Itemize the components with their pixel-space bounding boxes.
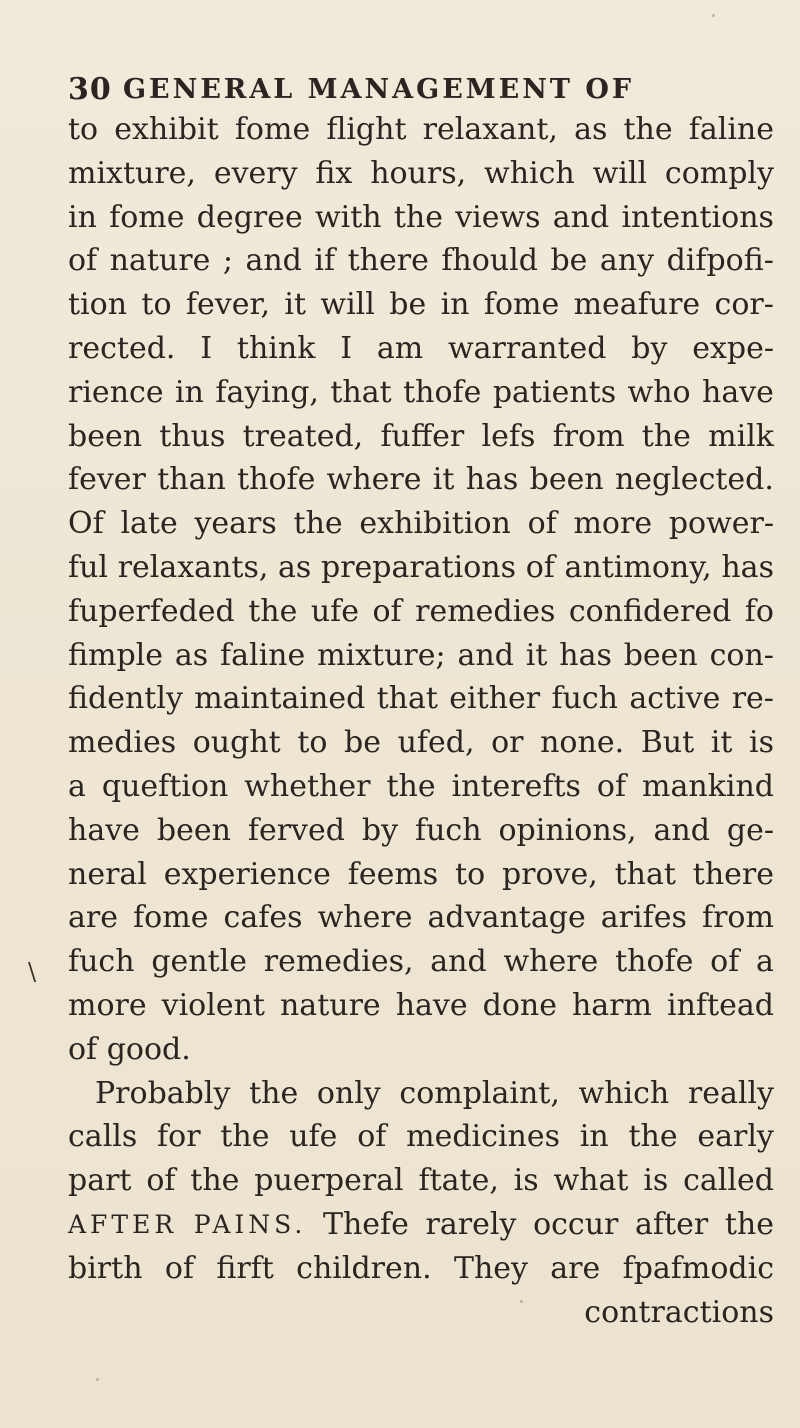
word: the [724, 1206, 774, 1242]
word: more [573, 506, 653, 542]
word: it [284, 287, 307, 323]
word: or [491, 725, 524, 761]
word: relaxant, [422, 112, 558, 147]
word: ufe [310, 593, 360, 629]
word: there [692, 856, 774, 892]
word: lefs [481, 418, 536, 454]
word: faline [688, 112, 774, 147]
word: fo [744, 593, 774, 629]
word: Thefe [322, 1206, 409, 1242]
word: as [278, 549, 312, 585]
word: fever [68, 462, 146, 498]
word: tion [68, 287, 128, 323]
word: fix [315, 155, 353, 191]
word: fimple [68, 637, 164, 673]
word: more [68, 987, 147, 1023]
word: called [683, 1163, 774, 1199]
word: be [389, 287, 427, 323]
word: faying, [215, 374, 319, 410]
word: of [527, 506, 557, 542]
word: confidered [568, 593, 732, 629]
word: fome [109, 199, 185, 235]
word: are [550, 1250, 601, 1286]
word: fuffer [380, 418, 465, 454]
word: of [357, 1119, 387, 1155]
word: harm [571, 987, 652, 1023]
word: Of [68, 506, 104, 542]
word: in [175, 374, 204, 410]
word: in [579, 1119, 609, 1155]
word: been [156, 812, 231, 848]
word: interefts [451, 768, 581, 804]
word: ferved [247, 812, 345, 848]
word: which [484, 155, 575, 191]
word: maintained [194, 681, 366, 717]
word: have [702, 374, 774, 410]
word: has [559, 637, 612, 673]
word: difpofi- [666, 243, 774, 279]
catchword-line [68, 1291, 774, 1335]
word: inftead [667, 987, 774, 1023]
word: milk [708, 418, 774, 454]
word: rarely [425, 1206, 517, 1242]
word: complaint, [399, 1075, 560, 1111]
word: only [316, 1075, 381, 1111]
word: PAINS. [193, 1209, 307, 1239]
text-line [68, 1115, 774, 1159]
word: mankind [642, 768, 774, 804]
word: where [317, 900, 413, 936]
word: whether [244, 768, 371, 804]
text-line [68, 283, 774, 327]
word: than [157, 462, 226, 498]
word: flight [326, 112, 407, 147]
word: who [627, 374, 691, 410]
word: intentions [621, 199, 774, 235]
word: none. [540, 725, 625, 761]
word: fpafmodic [622, 1250, 774, 1286]
word: hours, [370, 155, 467, 191]
word: cor- [714, 287, 774, 323]
word: Probably [95, 1075, 231, 1111]
word: calls [68, 1119, 138, 1155]
word: a [68, 768, 86, 804]
text-line [68, 765, 774, 809]
running-head: GENERAL MANAGEMENT OF [123, 74, 635, 105]
word: is [513, 1163, 539, 1199]
text-line [68, 458, 774, 502]
word: be [550, 243, 588, 279]
word: contractions [584, 1294, 774, 1330]
word: exhibit [114, 112, 219, 147]
word: views [455, 199, 541, 235]
word: by [631, 330, 668, 366]
word: thofe [237, 462, 316, 498]
word: has [721, 549, 774, 585]
word: patients [492, 374, 617, 410]
word: mixture; [317, 637, 446, 673]
word: as [574, 112, 608, 147]
word: fidently [68, 681, 183, 717]
word: opinions, [498, 812, 637, 848]
word: arifes [600, 900, 687, 936]
word: as [174, 637, 209, 673]
word: treated, [242, 418, 364, 454]
word: and [245, 243, 302, 279]
text-line [68, 634, 774, 678]
paper-speck [520, 1300, 523, 1303]
word: They [453, 1250, 528, 1286]
word: by [361, 812, 399, 848]
text-line [68, 809, 774, 853]
word: birth [68, 1250, 143, 1286]
text-line [68, 896, 774, 940]
word: fuch [414, 812, 482, 848]
word: if [314, 243, 336, 279]
text-line [68, 502, 774, 546]
text-line [68, 239, 774, 283]
word: prove, [501, 856, 598, 892]
word: to [297, 725, 328, 761]
word: will [592, 155, 648, 191]
word: the [393, 199, 443, 235]
word: either [449, 681, 541, 717]
word: where [503, 944, 599, 980]
text-line [68, 721, 774, 765]
word: where [326, 462, 422, 498]
word: fuperfeded [68, 593, 235, 629]
word: ge- [726, 812, 774, 848]
word: in [68, 199, 97, 235]
word: the [190, 1163, 240, 1199]
word: remedies, [263, 944, 414, 980]
word: fome [234, 112, 311, 147]
word: the [220, 1119, 270, 1155]
word: the [386, 768, 436, 804]
text-line [68, 546, 774, 590]
word: years [194, 506, 277, 542]
text-line-paragraph-end [68, 1028, 774, 1072]
margin-mark: \ [28, 958, 37, 986]
word: fuch [68, 944, 135, 980]
word: degree [196, 199, 303, 235]
word: good. [106, 1031, 191, 1067]
word: a [756, 944, 774, 980]
word: meafure [573, 287, 701, 323]
word: ufed, [397, 725, 475, 761]
word: nature [109, 243, 211, 279]
word: and [653, 812, 710, 848]
word: comply [664, 155, 774, 191]
text-line-smallcaps [68, 1203, 774, 1247]
word: late [120, 506, 178, 542]
word: advantage [427, 900, 586, 936]
word: ful [68, 549, 109, 585]
word: of [146, 1163, 176, 1199]
word: thofe [403, 374, 482, 410]
word: to [455, 856, 486, 892]
word: with [314, 199, 382, 235]
word: really [687, 1075, 774, 1111]
word: the [249, 1075, 299, 1111]
word: that [614, 856, 676, 892]
word: the [293, 506, 343, 542]
word: and [457, 637, 514, 673]
paper-speck [96, 1378, 99, 1381]
text-line [68, 152, 774, 196]
word: feems [347, 856, 439, 892]
word: firft [216, 1250, 274, 1286]
word: am [376, 330, 424, 366]
word: ; [222, 243, 233, 279]
word: of [525, 549, 555, 585]
word: that [376, 681, 438, 717]
word: to [141, 287, 172, 323]
word: neglected. [614, 462, 774, 498]
word: of [164, 1250, 195, 1286]
word: medies [68, 725, 177, 761]
word: done [482, 987, 557, 1023]
word: con- [709, 637, 774, 673]
word: thus [159, 418, 226, 454]
word: antimony, [564, 549, 712, 585]
word: part [68, 1163, 132, 1199]
word: the [641, 418, 691, 454]
word: have [395, 987, 468, 1023]
word: queftion [101, 768, 229, 804]
word: exhibition [359, 506, 511, 542]
text-line [68, 940, 774, 984]
word: that [330, 374, 392, 410]
text-line [68, 371, 774, 415]
word: cafes [223, 900, 303, 936]
word: to [68, 112, 99, 147]
word: re- [731, 681, 774, 717]
word: AFTER [68, 1209, 178, 1239]
word: have [68, 812, 140, 848]
word: fome [483, 287, 560, 323]
word: there [347, 243, 429, 279]
word: of [710, 944, 740, 980]
word: been [529, 462, 604, 498]
word: rected. [68, 330, 176, 366]
word: fome [133, 900, 209, 936]
word: it [525, 637, 548, 673]
text-line [68, 1159, 774, 1203]
page-number: 30 [68, 72, 112, 107]
word: faline [219, 637, 306, 673]
paper-speck [712, 14, 715, 17]
word: will [320, 287, 375, 323]
text-line [68, 677, 774, 721]
word: rience [68, 374, 164, 410]
word: nature [279, 987, 381, 1023]
text-line-paragraph-start [68, 1072, 774, 1116]
word: the [628, 1119, 678, 1155]
text-line [68, 327, 774, 371]
word: relaxants, [117, 549, 269, 585]
word: it [432, 462, 455, 498]
text-line [68, 108, 774, 152]
word: of [372, 593, 402, 629]
word: remedies [415, 593, 556, 629]
word: preparations [320, 549, 517, 585]
word: But [640, 725, 695, 761]
word: been [68, 418, 143, 454]
word: which [578, 1075, 670, 1111]
word: I [340, 330, 353, 366]
word: and [552, 199, 610, 235]
text-line [68, 415, 774, 459]
word: medicines [406, 1119, 560, 1155]
word: of [68, 1031, 98, 1067]
word: ufe [289, 1119, 338, 1155]
word: from [552, 418, 625, 454]
word: children. [296, 1250, 432, 1286]
word: is [643, 1163, 669, 1199]
word: been [623, 637, 698, 673]
word: ought [192, 725, 281, 761]
word: occur [533, 1206, 619, 1242]
word: after [635, 1206, 709, 1242]
word: active [629, 681, 721, 717]
word: the [248, 593, 298, 629]
text-line [68, 984, 774, 1028]
word: has [465, 462, 519, 498]
word: of [596, 768, 627, 804]
text-line [68, 196, 774, 240]
text-line [68, 1247, 774, 1291]
text-line [68, 853, 774, 897]
word: the [623, 112, 673, 147]
text-line [68, 590, 774, 634]
word: and [430, 944, 487, 980]
word: experience [163, 856, 331, 892]
word: ftate, [418, 1163, 499, 1199]
word: fever, [185, 287, 271, 323]
word: power- [668, 506, 774, 542]
body-text [68, 108, 774, 1334]
word: puerperal [254, 1163, 404, 1199]
word: expe- [692, 330, 774, 366]
word: mixture, [68, 155, 196, 191]
word: early [697, 1119, 774, 1155]
word: violent [161, 987, 265, 1023]
word: from [701, 900, 774, 936]
word: is [748, 725, 774, 761]
word: what [553, 1163, 629, 1199]
word: gentle [151, 944, 247, 980]
word: it [710, 725, 733, 761]
word: for [157, 1119, 201, 1155]
word: neral [68, 856, 147, 892]
word: thofe [615, 944, 694, 980]
word: fhould [441, 243, 538, 279]
word: I [200, 330, 213, 366]
word: any [599, 243, 655, 279]
word: be [344, 725, 381, 761]
word: every [213, 155, 298, 191]
word: in [440, 287, 470, 323]
word: warranted [447, 330, 607, 366]
word: fuch [551, 681, 618, 717]
word: of [68, 243, 98, 279]
word: think [236, 330, 316, 366]
word: are [68, 900, 118, 936]
